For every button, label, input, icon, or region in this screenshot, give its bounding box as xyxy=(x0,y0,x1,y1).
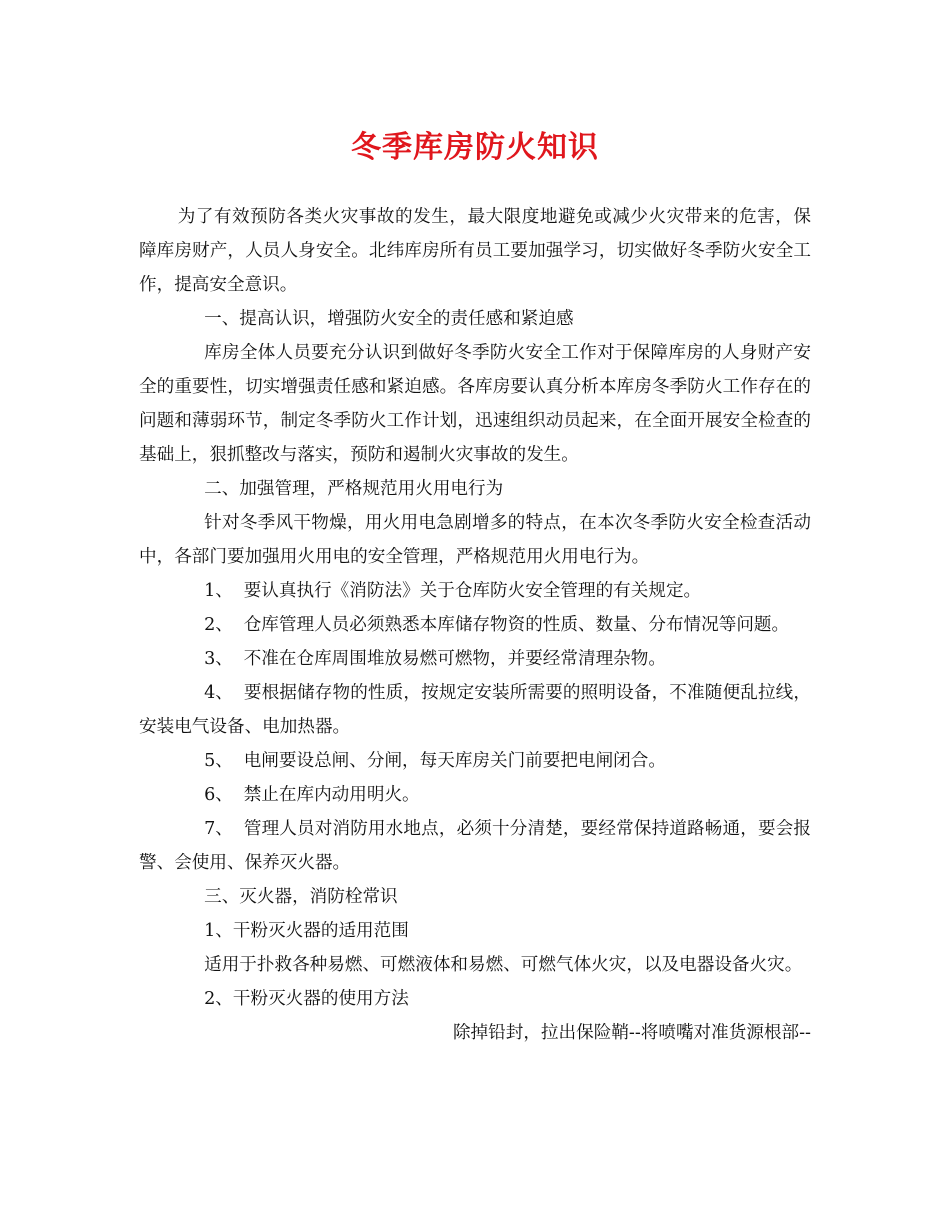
rule-item xyxy=(139,778,811,812)
section2-paragraph: 针对冬季风干物燥，用火用电急剧增多的特点，在本次冬季防火安全检查活动中，各部门要加强用火用电的安全管理，严格规范用火用电行为。 xyxy=(139,513,811,567)
rule-item xyxy=(139,676,811,744)
rule-item xyxy=(139,812,811,880)
subsection1-paragraph: 适用于扑救各种易燃、可燃液体和易燃、可燃气体火灾，以及电器设备火灾。 xyxy=(204,955,803,975)
subsection2-heading: 2、干粉灭火器的使用方法 xyxy=(204,989,409,1009)
rule-text: 不准在仓库周围堆放易燃可燃物，并要经常清理杂物。 xyxy=(243,649,666,669)
subsection1-heading: 1、干粉灭火器的适用范围 xyxy=(204,921,409,941)
rule-number: 2、 xyxy=(204,615,233,635)
rule-number: 6、 xyxy=(204,785,233,805)
section1-paragraph: 库房全体人员要充分认识到做好冬季防火安全工作对于保障库房的人身财产安全的重要性，切实增强责任感和紧迫感。各库房要认真分析本库房冬季防火工作存在的问题和薄弱环节，制定冬季防火工作计划，迅速组织动员起来，在全面开展安全检查的基础上，狠抓整改与落实，预防和遏制火灾事故的发生。 xyxy=(139,343,811,465)
section3-heading: 三、灭火器，消防栓常识 xyxy=(204,887,398,907)
rule-item xyxy=(139,744,811,778)
rule-text: 仓库管理人员必须熟悉本库储存物资的性质、数量、分布情况等问题。 xyxy=(243,615,790,635)
rule-item xyxy=(139,608,811,642)
subsection2-paragraph: 除掉铅封，拉出保险鞘--将喷嘴对准货源根部-- xyxy=(452,1023,811,1043)
rule-item xyxy=(139,642,811,676)
section2-heading: 二、加强管理，严格规范用火用电行为 xyxy=(204,479,504,499)
rule-item xyxy=(139,574,811,608)
rule-text: 管理人员对消防用水地点，必须十分清楚，要经常保持道路畅通，要会报警、会使用、保养灭火器。 xyxy=(139,819,811,873)
rule-text: 禁止在库内动用明火。 xyxy=(243,785,420,805)
rule-number: 1、 xyxy=(204,581,233,601)
intro-paragraph: 为了有效预防各类火灾事故的发生，最大限度地避免或减少火灾带来的危害，保障库房财产，人员人身安全。北纬库房所有员工要加强学习，切实做好冬季防火安全工作，提高安全意识。 xyxy=(139,207,811,295)
rule-text: 要根据储存物的性质，按规定安装所需要的照明设备，不准随便乱拉线，安装电气设备、电加热器。 xyxy=(139,683,811,737)
rule-number: 3、 xyxy=(204,649,233,669)
document-title: 冬季库房防火知识 xyxy=(351,130,599,165)
document-body xyxy=(139,200,811,1050)
section1-heading: 一、提高认识，增强防火安全的责任感和紧迫感 xyxy=(204,309,574,329)
rule-text: 电闸要设总闸、分闸，每天库房关门前要把电闸闭合。 xyxy=(243,751,666,771)
rule-number: 7、 xyxy=(204,819,233,839)
rule-number: 4、 xyxy=(204,683,233,703)
rule-text: 要认真执行《消防法》关于仓库防火安全管理的有关规定。 xyxy=(243,581,702,601)
rule-number: 5、 xyxy=(204,751,233,771)
